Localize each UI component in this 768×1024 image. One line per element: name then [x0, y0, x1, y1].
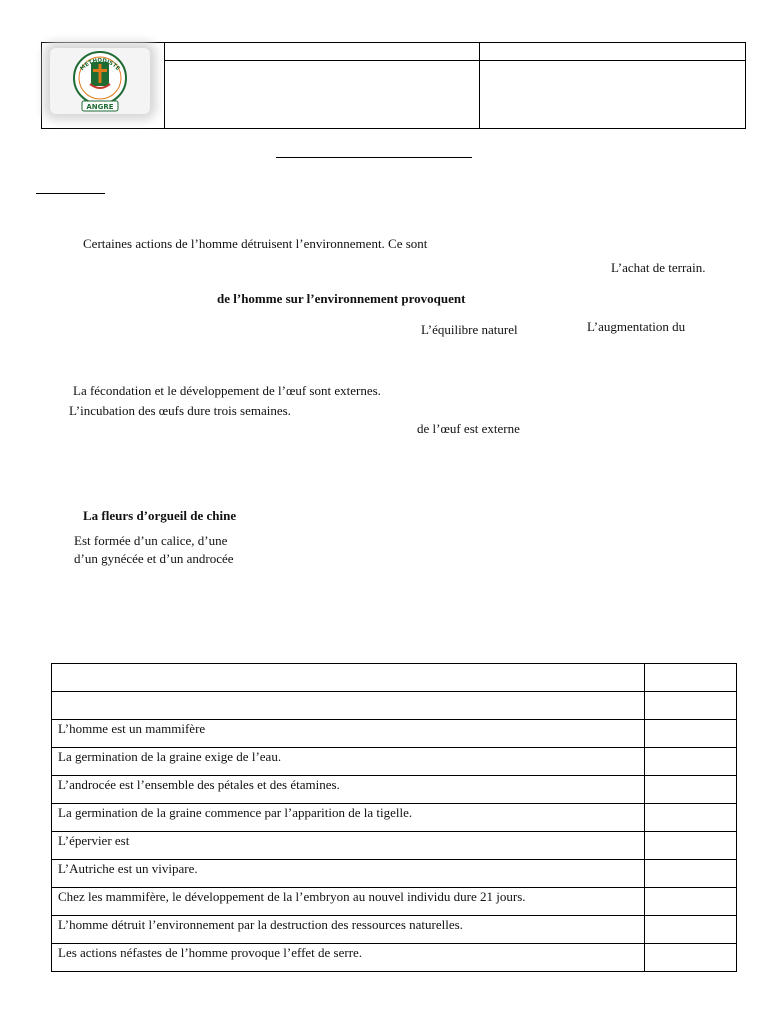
answer-cell[interactable]	[645, 720, 737, 748]
text-line: L’augmentation du	[587, 319, 686, 334]
answer-cell[interactable]	[645, 916, 737, 944]
table-row	[52, 692, 737, 720]
statement-cell: L’Autriche est un vivipare.	[52, 860, 645, 888]
header-divider	[164, 60, 745, 61]
table-row	[52, 776, 737, 804]
table-row	[52, 888, 737, 916]
table-row	[52, 916, 737, 944]
answer-cell[interactable]	[645, 832, 737, 860]
table-row	[52, 664, 737, 692]
text-line: Est formée d’un calice, d’une	[74, 533, 228, 548]
svg-text:ANGRE: ANGRE	[86, 103, 114, 111]
statement-cell	[52, 692, 645, 720]
statement-cell: L’épervier est	[52, 832, 645, 860]
statement-cell: La germination de la graine commence par l’apparition de la tigelle.	[52, 804, 645, 832]
table-row	[52, 748, 737, 776]
text-line: L’équilibre naturel	[421, 322, 518, 337]
table-row	[52, 860, 737, 888]
table-row	[52, 804, 737, 832]
answer-cell[interactable]	[645, 804, 737, 832]
text-line: Certaines actions de l’homme détruisent l’environnement. Ce sont	[83, 236, 428, 251]
answer-cell[interactable]	[645, 944, 737, 972]
svg-text:METHODISTE: METHODISTE	[79, 57, 121, 73]
text-line: La fécondation et le développement de l’œuf sont externes.	[73, 383, 381, 398]
text-line: de l’œuf est externe	[417, 421, 520, 436]
header-divider	[479, 43, 480, 128]
text-line: de l’homme sur l’environnement provoquent	[217, 291, 466, 306]
title-underline	[276, 157, 472, 158]
statements-table	[51, 663, 737, 972]
statement-cell: L’homme est un mammifère	[52, 720, 645, 748]
school-crest-icon	[50, 48, 150, 114]
text-line: d’un gynécée et d’un androcée	[74, 551, 234, 566]
statement-cell	[52, 664, 645, 692]
table-row	[52, 720, 737, 748]
answer-cell[interactable]	[645, 748, 737, 776]
answer-cell[interactable]	[645, 664, 737, 692]
answer-cell[interactable]	[645, 888, 737, 916]
statement-cell: Chez les mammifère, le développement de la l’embryon au nouvel individu dure 21 jours.	[52, 888, 645, 916]
table-row	[52, 832, 737, 860]
text-line: La fleurs d’orgueil de chine	[83, 508, 237, 523]
statement-cell: L’homme détruit l’environnement par la destruction des ressources naturelles.	[52, 916, 645, 944]
section-underline	[36, 193, 105, 194]
answer-cell[interactable]	[645, 860, 737, 888]
answer-cell[interactable]	[645, 776, 737, 804]
school-logo	[50, 48, 150, 114]
statement-cell: La germination de la graine exige de l’eau.	[52, 748, 645, 776]
table-row	[52, 944, 737, 972]
header-table	[41, 42, 746, 129]
header-divider	[164, 43, 165, 128]
statement-cell: Les actions néfastes de l’homme provoque l’effet de serre.	[52, 944, 645, 972]
text-line: L’incubation des œufs dure trois semaines.	[69, 403, 291, 418]
text-line: L’achat de terrain.	[611, 260, 706, 275]
answer-cell[interactable]	[645, 692, 737, 720]
statement-cell: L’androcée est l’ensemble des pétales et des étamines.	[52, 776, 645, 804]
